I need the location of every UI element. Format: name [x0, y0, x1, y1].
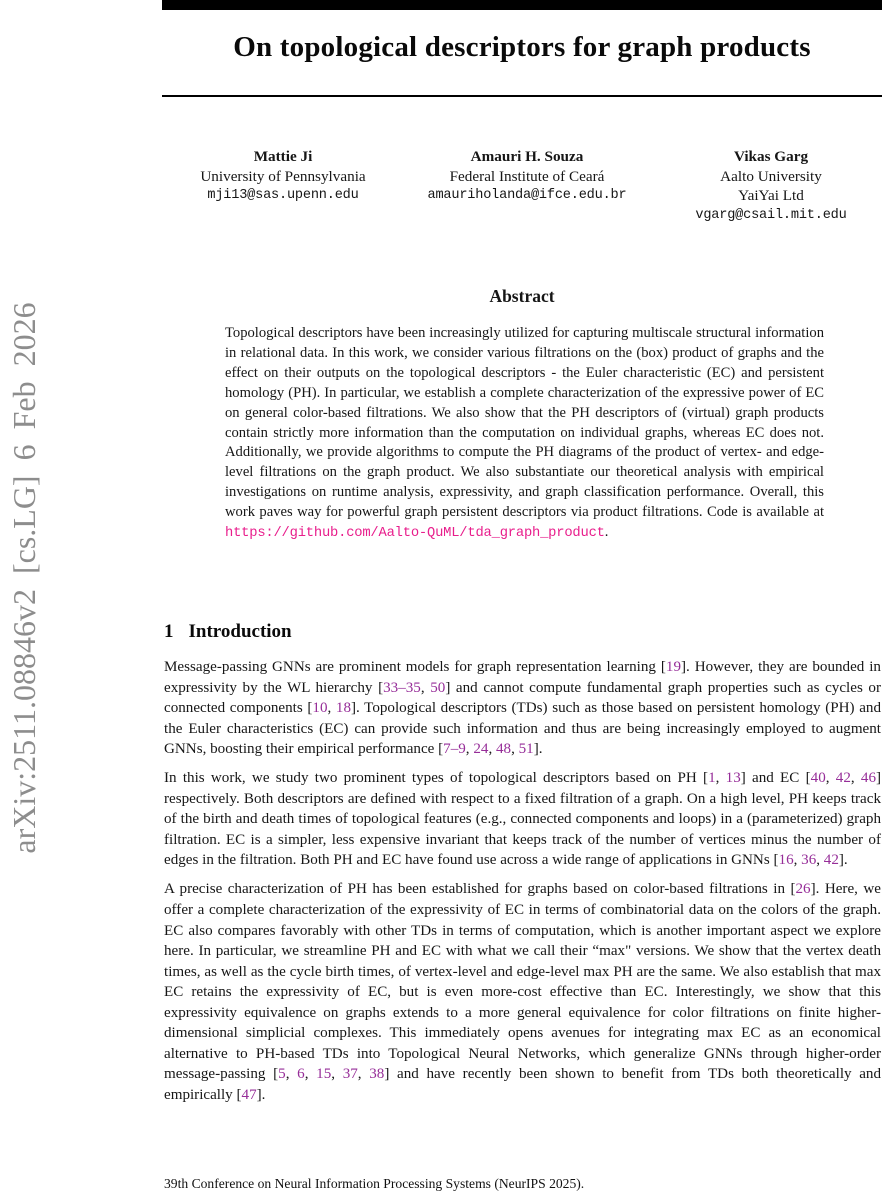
text-run: ,	[420, 679, 431, 696]
citation-link[interactable]: 38	[369, 1066, 385, 1083]
text-run: ]. Here, we offer a complete characterization of the expressivity of EC in terms of combinatorial data on the colors of the graph. EC also compares favorably with other TDs in terms of computation, which is another important aspect we explore here. In particular, we streamline PH and EC with what we call their “max" versions. We show that the vertex death times, as well as the cycle birth times, of vertex-level and edge-level max PH are the same. We also establish that max EC retains the expressivity of EC, but is even more-cost effective than EC. Interestingly, we show that this expressivity equivalence on graphs extends to a more general equivalence for color filtrations on finite higher-dimensional simplicial complexes. This immediately opens avenues for integrating max EC as an economical alternative to PH-based TDs into Topological Neural Networks, which generalize GNNs through higher-order message-passing [	[164, 881, 881, 1083]
section-number: 1	[164, 621, 174, 642]
author-affiliation: YaiYai Ltd	[738, 187, 804, 205]
text-run: ].	[838, 852, 848, 869]
citation-link[interactable]: 33–35	[383, 679, 421, 696]
text-run: In this work, we study two prominent types of topological descriptors based on PH [	[164, 770, 709, 787]
citation-link[interactable]: 26	[795, 881, 811, 898]
text-run: ] and cannot compute fundamental graph properties such as cycles or connected components [	[164, 679, 881, 717]
text-run: ,	[825, 770, 836, 787]
citation-link[interactable]: 36	[801, 852, 817, 869]
author-block	[163, 147, 403, 206]
author-affiliation: University of Pennsylvania	[200, 167, 366, 185]
text-run: Topological descriptors have been increasingly utilized for capturing multiscale structural information in relational data. In this work, we consider various filtrations on the (box) product of graphs and the effect on their outputs on the topological descriptors - the Euler characteristic (EC) and persistent homology (PH). In particular, we establish a complete characterization of the expressive power of EC on general color-based filtrations. We also show that the PH descriptors of (virtual) graph products contain strictly more information than the computation on individual graphs, whereas EC does not. Additionally, we provide algorithms to compute the PH diagrams of the product of vertex- and edge-level filtrations on the graph product. We also substantiate our theoretical analysis with empirical investigations on runtime analysis, expressivity, and graph classification performance. Overall, this work paves way for powerful graph persistent descriptors via product filtrations. Code is available at	[225, 325, 824, 521]
citation-link[interactable]: 47	[241, 1086, 257, 1103]
text-run: ,	[465, 741, 474, 758]
arxiv-stamp: arXiv:2511.08846v2 [cs.LG] 6 Feb 2026	[6, 302, 42, 854]
author-affiliation: Federal Institute of Ceará	[449, 167, 605, 185]
citation-link[interactable]: 40	[810, 770, 826, 787]
citation-link[interactable]: 13	[725, 770, 741, 787]
text-run: ].	[256, 1086, 266, 1103]
author-row	[0, 147, 882, 237]
text-run: Message-passing GNNs are prominent models for graph representation learning [	[164, 659, 666, 675]
top-rule	[162, 0, 882, 10]
text-run: ]. Topological descriptors (TDs) such as those based on persistent homology (PH) and the Euler characteristics (EC) can provide such information and thus are being increasingly employed to augment GNNs, boosting their empirical performance [	[164, 700, 881, 758]
abstract-heading: Abstract	[489, 286, 555, 306]
text-run: ,	[816, 852, 824, 869]
code-repository-link[interactable]: https://github.com/Aalto-QuML/tda_graph_product	[225, 526, 605, 542]
text-run: ,	[327, 700, 336, 717]
citation-link[interactable]: 51	[518, 741, 534, 758]
author-email: mji13@sas.upenn.edu	[207, 188, 359, 204]
citation-link[interactable]: 7–9	[443, 741, 466, 758]
author-affiliation: Aalto University	[720, 167, 822, 185]
section-title: Introduction	[188, 621, 292, 642]
citation-link[interactable]: 46	[860, 770, 876, 787]
citation-link[interactable]: 18	[335, 700, 351, 717]
citation-link[interactable]: 5	[278, 1066, 286, 1083]
citation-link[interactable]: 24	[473, 741, 489, 758]
author-email: vgarg@csail.mit.edu	[695, 207, 847, 223]
author-block	[393, 147, 661, 206]
author-name: Amauri H. Souza	[470, 148, 584, 165]
citation-link[interactable]: 42	[823, 852, 839, 869]
text-run: ] and EC [	[740, 770, 811, 787]
author-name: Mattie Ji	[253, 148, 313, 165]
text-run: ,	[488, 741, 496, 758]
text-run: ,	[357, 1066, 370, 1083]
author-email: amauriholanda@ifce.edu.br	[427, 188, 627, 204]
main-content	[164, 621, 881, 1114]
paper-title: On topological descriptors for graph products	[233, 31, 811, 63]
section-heading-introduction	[164, 621, 881, 643]
text-run: ,	[511, 741, 519, 758]
citation-link[interactable]: 19	[665, 659, 681, 675]
intro-paragraph-2	[164, 768, 881, 871]
citation-link[interactable]: 10	[312, 700, 328, 717]
intro-paragraph-1	[164, 657, 881, 760]
abstract-text	[225, 324, 824, 544]
text-run: ,	[304, 1066, 317, 1083]
conference-footnote: 39th Conference on Neural Information Processing Systems (NeurIPS 2025).	[164, 1176, 585, 1191]
text-run: ,	[285, 1066, 298, 1083]
text-run: ]. However, they are bounded in expressivity by the WL hierarchy [	[164, 659, 881, 696]
author-name: Vikas Garg	[733, 148, 809, 165]
text-run: ,	[793, 852, 802, 869]
intro-paragraph-3	[164, 879, 881, 1105]
text-run: ].	[533, 741, 543, 758]
citation-link[interactable]: 1	[708, 770, 716, 787]
text-run: ,	[850, 770, 861, 787]
text-run: A precise characterization of PH has been established for graphs based on color-based filtrations in [	[164, 881, 796, 898]
citation-link[interactable]: 15	[316, 1066, 332, 1083]
citation-link[interactable]: 50	[430, 679, 446, 696]
title-divider	[162, 95, 882, 97]
text-run: ] and have recently been shown to benefit from TDs both theoretically and empirically [	[164, 1066, 882, 1103]
citation-link[interactable]: 42	[835, 770, 851, 787]
citation-link[interactable]: 6	[297, 1066, 305, 1083]
citation-link[interactable]: 37	[342, 1066, 358, 1083]
text-run: .	[604, 524, 609, 541]
author-block	[650, 147, 882, 225]
text-run: ] respectively. Both descriptors are defined with respect to a fixed filtration of a graph. On a high level, PH keeps track of the birth and death times of topological features (e.g., connected components and loops) in a (parameterized) graph filtration. EC is a simpler, less expensive invariant that keeps track of the number of vertices minus the number of edges in the filtration. Both PH and EC have found use across a wide range of applications in GNNs [	[164, 770, 882, 869]
citation-link[interactable]: 48	[495, 741, 512, 758]
citation-link[interactable]: 16	[778, 852, 794, 869]
text-run: ,	[331, 1066, 343, 1083]
text-run: ,	[715, 770, 726, 787]
